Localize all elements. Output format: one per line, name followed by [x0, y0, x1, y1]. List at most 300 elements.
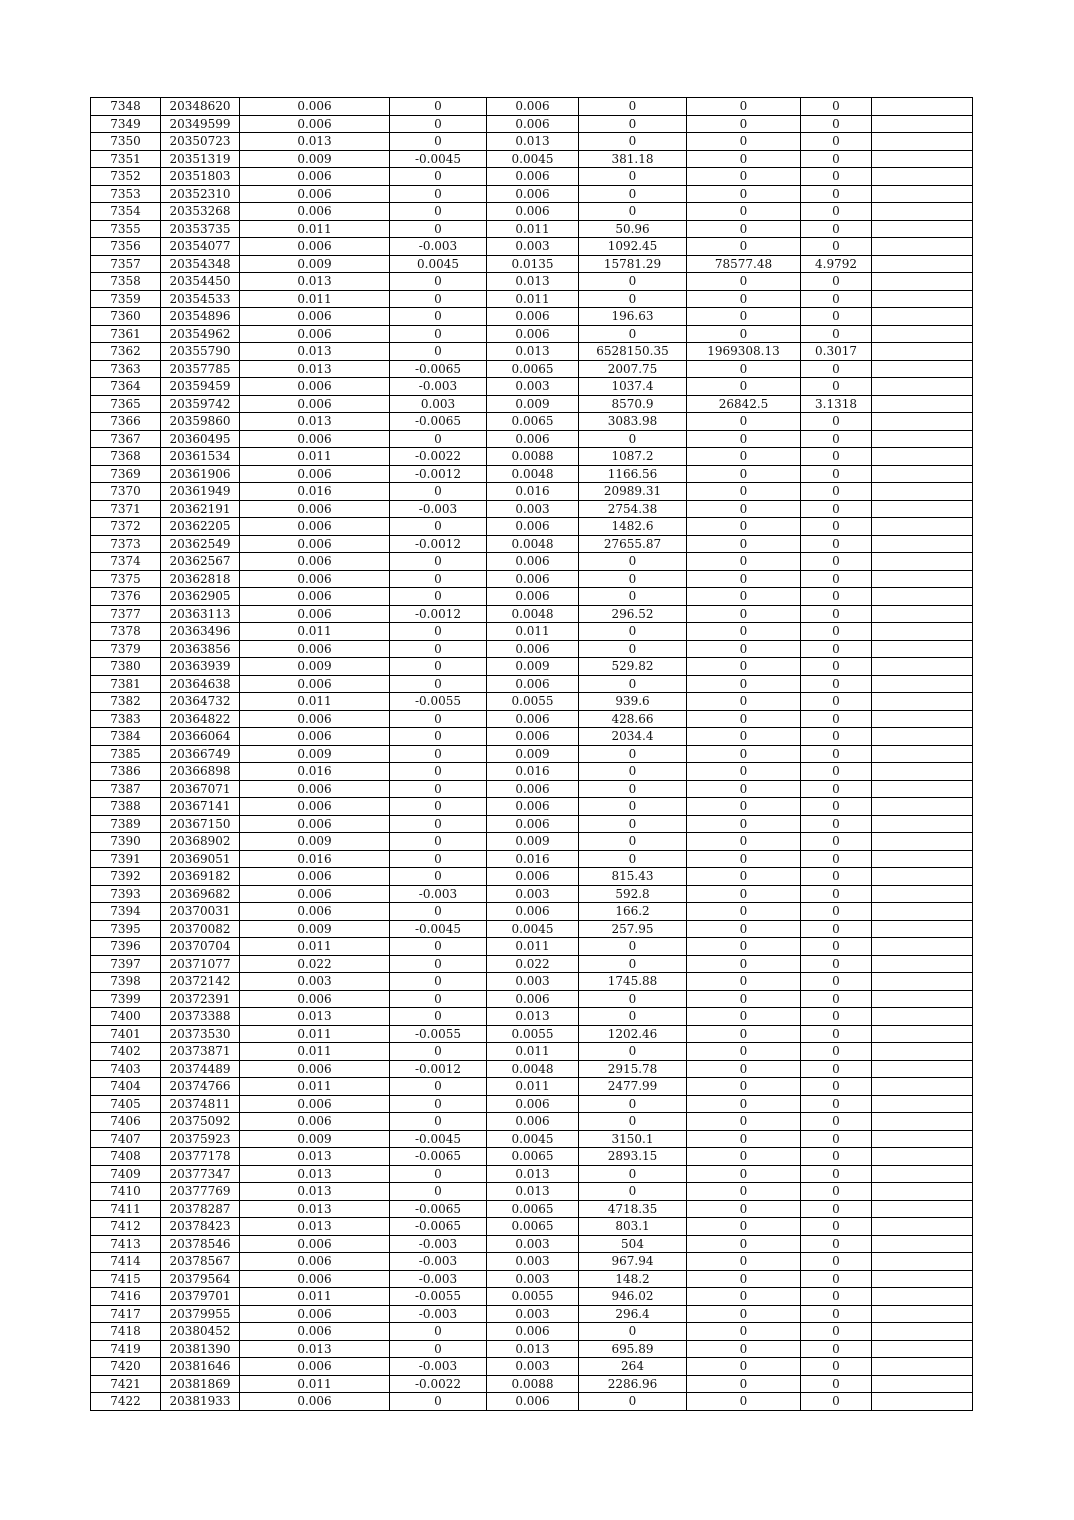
amount-b-cell: 0: [687, 938, 801, 956]
amount-b-cell: 0: [687, 1358, 801, 1376]
ratio-cell: 0: [801, 1078, 872, 1096]
value-b-cell: 0: [390, 1043, 487, 1061]
id-cell: 20367141: [161, 798, 240, 816]
row-number-cell: 7369: [91, 465, 161, 483]
amount-b-cell: 0: [687, 640, 801, 658]
amount-b-cell: 0: [687, 378, 801, 396]
value-c-cell: 0.009: [487, 833, 579, 851]
value-a-cell: 0.013: [240, 1218, 390, 1236]
blank-cell: [872, 308, 973, 326]
amount-b-cell: 0: [687, 500, 801, 518]
row-number-cell: 7404: [91, 1078, 161, 1096]
amount-b-cell: 0: [687, 115, 801, 133]
value-a-cell: 0.006: [240, 815, 390, 833]
value-b-cell: 0: [390, 168, 487, 186]
amount-cell: 2007.75: [579, 360, 687, 378]
value-c-cell: 0.011: [487, 1078, 579, 1096]
value-b-cell: 0: [390, 1078, 487, 1096]
ratio-cell: 0: [801, 605, 872, 623]
amount-b-cell: 0: [687, 1340, 801, 1358]
amount-cell: 0: [579, 798, 687, 816]
amount-cell: 0: [579, 675, 687, 693]
row-number-cell: 7375: [91, 570, 161, 588]
blank-cell: [872, 1078, 973, 1096]
value-b-cell: 0: [390, 903, 487, 921]
amount-b-cell: 0: [687, 588, 801, 606]
value-c-cell: 0.006: [487, 798, 579, 816]
value-a-cell: 0.006: [240, 780, 390, 798]
amount-b-cell: 0: [687, 868, 801, 886]
value-b-cell: -0.0065: [390, 1148, 487, 1166]
id-cell: 20354450: [161, 273, 240, 291]
amount-cell: 1037.4: [579, 378, 687, 396]
blank-cell: [872, 833, 973, 851]
id-cell: 20369051: [161, 850, 240, 868]
amount-cell: 381.18: [579, 150, 687, 168]
amount-cell: 504: [579, 1235, 687, 1253]
value-a-cell: 0.006: [240, 990, 390, 1008]
ratio-cell: 0: [801, 1375, 872, 1393]
ratio-cell: 0: [801, 360, 872, 378]
value-c-cell: 0.003: [487, 500, 579, 518]
id-cell: 20381390: [161, 1340, 240, 1358]
value-b-cell: 0: [390, 273, 487, 291]
value-c-cell: 0.006: [487, 903, 579, 921]
value-a-cell: 0.011: [240, 938, 390, 956]
ratio-cell: 0: [801, 850, 872, 868]
value-b-cell: -0.0065: [390, 1200, 487, 1218]
blank-cell: [872, 1130, 973, 1148]
amount-b-cell: 0: [687, 833, 801, 851]
value-a-cell: 0.006: [240, 1323, 390, 1341]
amount-b-cell: 78577.48: [687, 255, 801, 273]
value-a-cell: 0.011: [240, 1078, 390, 1096]
id-cell: 20366064: [161, 728, 240, 746]
value-c-cell: 0.006: [487, 640, 579, 658]
amount-b-cell: 0: [687, 133, 801, 151]
ratio-cell: 0: [801, 290, 872, 308]
amount-cell: 196.63: [579, 308, 687, 326]
value-b-cell: -0.003: [390, 1235, 487, 1253]
ratio-cell: 0: [801, 1200, 872, 1218]
table-row: [91, 955, 973, 973]
ratio-cell: 0: [801, 430, 872, 448]
value-c-cell: 0.006: [487, 553, 579, 571]
id-cell: 20370704: [161, 938, 240, 956]
table-row: [91, 185, 973, 203]
value-a-cell: 0.011: [240, 448, 390, 466]
id-cell: 20367150: [161, 815, 240, 833]
ratio-cell: 0: [801, 1358, 872, 1376]
value-c-cell: 0.016: [487, 483, 579, 501]
row-number-cell: 7406: [91, 1113, 161, 1131]
row-number-cell: 7417: [91, 1305, 161, 1323]
row-number-cell: 7364: [91, 378, 161, 396]
value-a-cell: 0.009: [240, 833, 390, 851]
value-b-cell: -0.0012: [390, 1060, 487, 1078]
amount-b-cell: 0: [687, 955, 801, 973]
row-number-cell: 7409: [91, 1165, 161, 1183]
value-a-cell: 0.009: [240, 255, 390, 273]
amount-cell: 296.52: [579, 605, 687, 623]
amount-b-cell: 0: [687, 990, 801, 1008]
value-a-cell: 0.006: [240, 1358, 390, 1376]
blank-cell: [872, 150, 973, 168]
id-cell: 20379955: [161, 1305, 240, 1323]
value-a-cell: 0.013: [240, 1200, 390, 1218]
table-row: [91, 658, 973, 676]
table-row: [91, 238, 973, 256]
value-a-cell: 0.006: [240, 378, 390, 396]
amount-cell: 2034.4: [579, 728, 687, 746]
value-b-cell: -0.0022: [390, 1375, 487, 1393]
amount-b-cell: 0: [687, 220, 801, 238]
amount-b-cell: 0: [687, 658, 801, 676]
amount-b-cell: 0: [687, 185, 801, 203]
id-cell: 20372391: [161, 990, 240, 1008]
value-b-cell: 0: [390, 1095, 487, 1113]
ratio-cell: 0: [801, 588, 872, 606]
amount-cell: 264: [579, 1358, 687, 1376]
value-c-cell: 0.0048: [487, 535, 579, 553]
blank-cell: [872, 255, 973, 273]
value-c-cell: 0.011: [487, 220, 579, 238]
id-cell: 20368902: [161, 833, 240, 851]
amount-b-cell: 0: [687, 1305, 801, 1323]
table-row: [91, 1393, 973, 1411]
value-a-cell: 0.006: [240, 1095, 390, 1113]
value-c-cell: 0.003: [487, 1253, 579, 1271]
table-row: [91, 395, 973, 413]
blank-cell: [872, 535, 973, 553]
row-number-cell: 7354: [91, 203, 161, 221]
id-cell: 20361906: [161, 465, 240, 483]
row-number-cell: 7400: [91, 1008, 161, 1026]
value-a-cell: 0.006: [240, 395, 390, 413]
ratio-cell: 0: [801, 553, 872, 571]
blank-cell: [872, 693, 973, 711]
row-number-cell: 7376: [91, 588, 161, 606]
value-a-cell: 0.006: [240, 885, 390, 903]
table-row: [91, 640, 973, 658]
table-row: [91, 483, 973, 501]
row-number-cell: 7394: [91, 903, 161, 921]
row-number-cell: 7387: [91, 780, 161, 798]
value-c-cell: 0.006: [487, 98, 579, 116]
ratio-cell: 0: [801, 1270, 872, 1288]
id-cell: 20381646: [161, 1358, 240, 1376]
id-cell: 20363939: [161, 658, 240, 676]
id-cell: 20348620: [161, 98, 240, 116]
table-row: [91, 1078, 973, 1096]
ratio-cell: 0: [801, 868, 872, 886]
value-c-cell: 0.013: [487, 1340, 579, 1358]
value-a-cell: 0.006: [240, 203, 390, 221]
blank-cell: [872, 938, 973, 956]
row-number-cell: 7380: [91, 658, 161, 676]
amount-cell: 3083.98: [579, 413, 687, 431]
table-row: [91, 150, 973, 168]
value-b-cell: 0: [390, 815, 487, 833]
ratio-cell: 0: [801, 1165, 872, 1183]
row-number-cell: 7361: [91, 325, 161, 343]
value-b-cell: -0.0065: [390, 413, 487, 431]
blank-cell: [872, 850, 973, 868]
row-number-cell: 7367: [91, 430, 161, 448]
row-number-cell: 7365: [91, 395, 161, 413]
blank-cell: [872, 903, 973, 921]
value-b-cell: 0: [390, 728, 487, 746]
table-row: [91, 518, 973, 536]
table-row: [91, 203, 973, 221]
blank-cell: [872, 1200, 973, 1218]
value-b-cell: -0.003: [390, 500, 487, 518]
table-row: [91, 465, 973, 483]
amount-cell: 2915.78: [579, 1060, 687, 1078]
value-c-cell: 0.006: [487, 675, 579, 693]
id-cell: 20379564: [161, 1270, 240, 1288]
id-cell: 20372142: [161, 973, 240, 991]
value-b-cell: 0: [390, 290, 487, 308]
id-cell: 20359860: [161, 413, 240, 431]
table-row: [91, 448, 973, 466]
value-c-cell: 0.006: [487, 203, 579, 221]
row-number-cell: 7348: [91, 98, 161, 116]
amount-cell: 0: [579, 955, 687, 973]
ratio-cell: 0: [801, 150, 872, 168]
amount-cell: 0: [579, 745, 687, 763]
id-cell: 20362818: [161, 570, 240, 588]
value-b-cell: -0.003: [390, 885, 487, 903]
amount-b-cell: 0: [687, 675, 801, 693]
value-a-cell: 0.016: [240, 763, 390, 781]
value-c-cell: 0.022: [487, 955, 579, 973]
id-cell: 20349599: [161, 115, 240, 133]
id-cell: 20375092: [161, 1113, 240, 1131]
ratio-cell: 0: [801, 885, 872, 903]
row-number-cell: 7389: [91, 815, 161, 833]
blank-cell: [872, 588, 973, 606]
blank-cell: [872, 185, 973, 203]
value-a-cell: 0.006: [240, 465, 390, 483]
value-b-cell: 0: [390, 745, 487, 763]
amount-b-cell: 0: [687, 1393, 801, 1411]
value-a-cell: 0.006: [240, 675, 390, 693]
table-row: [91, 570, 973, 588]
value-b-cell: -0.0055: [390, 1025, 487, 1043]
amount-b-cell: 0: [687, 1095, 801, 1113]
blank-cell: [872, 1375, 973, 1393]
ratio-cell: 0: [801, 308, 872, 326]
value-b-cell: 0: [390, 1113, 487, 1131]
ratio-cell: 0: [801, 903, 872, 921]
row-number-cell: 7381: [91, 675, 161, 693]
ratio-cell: 0: [801, 570, 872, 588]
amount-cell: 592.8: [579, 885, 687, 903]
ratio-cell: 0: [801, 1288, 872, 1306]
value-c-cell: 0.006: [487, 325, 579, 343]
value-c-cell: 0.009: [487, 745, 579, 763]
value-c-cell: 0.013: [487, 1165, 579, 1183]
id-cell: 20362205: [161, 518, 240, 536]
amount-cell: 0: [579, 98, 687, 116]
value-a-cell: 0.011: [240, 1375, 390, 1393]
table-row: [91, 833, 973, 851]
row-number-cell: 7398: [91, 973, 161, 991]
amount-cell: 0: [579, 273, 687, 291]
value-c-cell: 0.006: [487, 868, 579, 886]
row-number-cell: 7405: [91, 1095, 161, 1113]
row-number-cell: 7363: [91, 360, 161, 378]
row-number-cell: 7412: [91, 1218, 161, 1236]
value-b-cell: -0.0045: [390, 150, 487, 168]
blank-cell: [872, 98, 973, 116]
table-row: [91, 973, 973, 991]
value-c-cell: 0.0048: [487, 465, 579, 483]
ratio-cell: 0: [801, 535, 872, 553]
value-a-cell: 0.016: [240, 483, 390, 501]
id-cell: 20375923: [161, 1130, 240, 1148]
amount-cell: 0: [579, 1165, 687, 1183]
table-row: [91, 115, 973, 133]
table-row: [91, 1358, 973, 1376]
table-row: [91, 378, 973, 396]
amount-b-cell: 0: [687, 465, 801, 483]
value-b-cell: 0: [390, 710, 487, 728]
value-c-cell: 0.013: [487, 1183, 579, 1201]
table-row: [91, 780, 973, 798]
amount-cell: 8570.9: [579, 395, 687, 413]
amount-b-cell: 0: [687, 150, 801, 168]
amount-cell: 166.2: [579, 903, 687, 921]
amount-cell: 0: [579, 938, 687, 956]
id-cell: 20353268: [161, 203, 240, 221]
id-cell: 20377347: [161, 1165, 240, 1183]
value-c-cell: 0.003: [487, 1358, 579, 1376]
amount-cell: 0: [579, 1095, 687, 1113]
table-row: [91, 1130, 973, 1148]
value-b-cell: 0: [390, 868, 487, 886]
id-cell: 20354077: [161, 238, 240, 256]
amount-cell: 946.02: [579, 1288, 687, 1306]
row-number-cell: 7378: [91, 623, 161, 641]
amount-b-cell: 0: [687, 763, 801, 781]
table-row: [91, 255, 973, 273]
amount-cell: 0: [579, 203, 687, 221]
value-b-cell: 0: [390, 185, 487, 203]
amount-b-cell: 0: [687, 1008, 801, 1026]
ratio-cell: 0: [801, 1043, 872, 1061]
id-cell: 20363856: [161, 640, 240, 658]
value-c-cell: 0.0065: [487, 1218, 579, 1236]
ratio-cell: 0: [801, 500, 872, 518]
row-number-cell: 7374: [91, 553, 161, 571]
ratio-cell: 0: [801, 938, 872, 956]
value-c-cell: 0.003: [487, 238, 579, 256]
row-number-cell: 7422: [91, 1393, 161, 1411]
row-number-cell: 7379: [91, 640, 161, 658]
value-b-cell: -0.0022: [390, 448, 487, 466]
row-number-cell: 7356: [91, 238, 161, 256]
value-b-cell: -0.003: [390, 1253, 487, 1271]
value-a-cell: 0.009: [240, 745, 390, 763]
blank-cell: [872, 203, 973, 221]
table-row: [91, 360, 973, 378]
amount-cell: 0: [579, 115, 687, 133]
value-b-cell: 0: [390, 938, 487, 956]
value-a-cell: 0.011: [240, 290, 390, 308]
row-number-cell: 7360: [91, 308, 161, 326]
table-row: [91, 605, 973, 623]
table-row: [91, 325, 973, 343]
table-row: [91, 1375, 973, 1393]
blank-cell: [872, 1358, 973, 1376]
value-b-cell: 0: [390, 1008, 487, 1026]
value-a-cell: 0.006: [240, 710, 390, 728]
value-b-cell: -0.003: [390, 378, 487, 396]
value-b-cell: 0: [390, 675, 487, 693]
id-cell: 20354962: [161, 325, 240, 343]
value-a-cell: 0.006: [240, 535, 390, 553]
value-a-cell: 0.009: [240, 1130, 390, 1148]
value-b-cell: -0.0045: [390, 920, 487, 938]
table-row: [91, 623, 973, 641]
ratio-cell: 0: [801, 1025, 872, 1043]
id-cell: 20357785: [161, 360, 240, 378]
value-a-cell: 0.006: [240, 500, 390, 518]
value-b-cell: 0: [390, 955, 487, 973]
id-cell: 20373530: [161, 1025, 240, 1043]
amount-cell: 0: [579, 168, 687, 186]
amount-b-cell: 0: [687, 728, 801, 746]
value-a-cell: 0.006: [240, 588, 390, 606]
value-b-cell: 0: [390, 343, 487, 361]
blank-cell: [872, 728, 973, 746]
amount-cell: 695.89: [579, 1340, 687, 1358]
value-b-cell: -0.0012: [390, 605, 487, 623]
blank-cell: [872, 570, 973, 588]
ratio-cell: 0: [801, 168, 872, 186]
amount-b-cell: 0: [687, 1323, 801, 1341]
id-cell: 20362191: [161, 500, 240, 518]
value-c-cell: 0.011: [487, 938, 579, 956]
value-b-cell: -0.003: [390, 1305, 487, 1323]
table-row: [91, 430, 973, 448]
table-row: [91, 728, 973, 746]
row-number-cell: 7401: [91, 1025, 161, 1043]
value-a-cell: 0.006: [240, 308, 390, 326]
amount-b-cell: 0: [687, 903, 801, 921]
blank-cell: [872, 395, 973, 413]
row-number-cell: 7385: [91, 745, 161, 763]
value-a-cell: 0.011: [240, 1025, 390, 1043]
table-row: [91, 693, 973, 711]
id-cell: 20369182: [161, 868, 240, 886]
amount-cell: 0: [579, 1113, 687, 1131]
amount-cell: 0: [579, 133, 687, 151]
ratio-cell: 0: [801, 658, 872, 676]
ratio-cell: 0: [801, 133, 872, 151]
row-number-cell: 7355: [91, 220, 161, 238]
data-table: [90, 97, 973, 1411]
value-b-cell: -0.0065: [390, 1218, 487, 1236]
value-c-cell: 0.013: [487, 343, 579, 361]
amount-b-cell: 0: [687, 1060, 801, 1078]
row-number-cell: 7411: [91, 1200, 161, 1218]
table-row: [91, 903, 973, 921]
value-c-cell: 0.006: [487, 1095, 579, 1113]
row-number-cell: 7388: [91, 798, 161, 816]
